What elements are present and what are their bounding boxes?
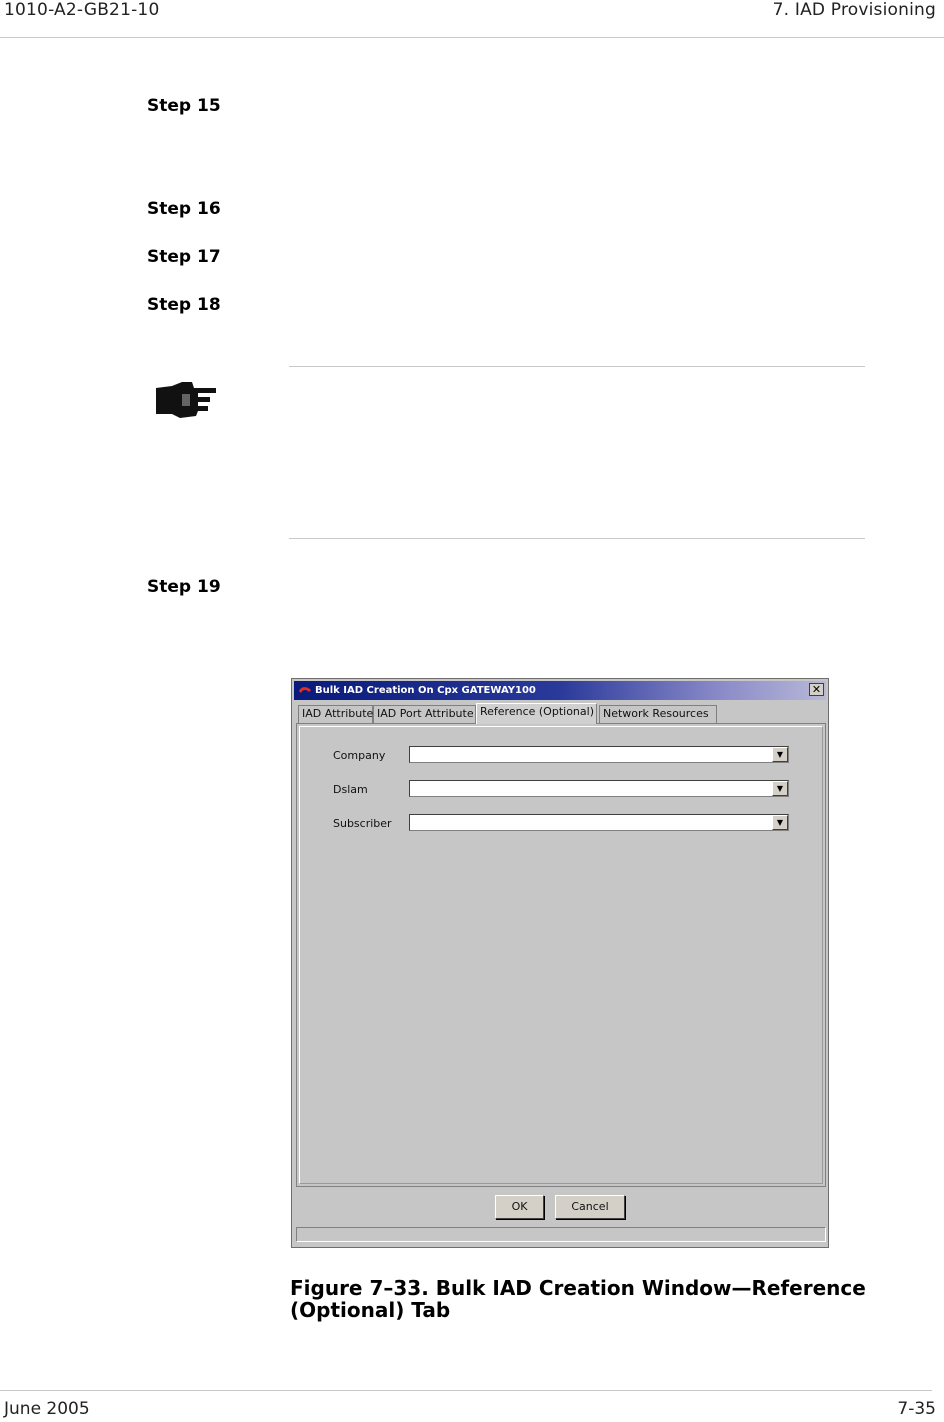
chevron-down-icon: ▼ — [776, 818, 784, 827]
bulk-iad-creation-window — [291, 678, 829, 1248]
step-17-label: Step 17 — [147, 247, 221, 267]
footer-date: June 2005 — [4, 1399, 90, 1419]
document-number: 1010-A2-GB21-10 — [4, 0, 160, 20]
figure-caption-line-2: (Optional) Tab — [290, 1298, 451, 1322]
chapter-title: 7. IAD Provisioning — [772, 0, 936, 20]
figure-caption-line-1: Figure 7–33. Bulk IAD Creation Window—Reference — [290, 1276, 866, 1300]
close-icon: ✕ — [811, 683, 822, 696]
pointing-hand-icon — [152, 380, 218, 420]
company-combobox[interactable] — [409, 746, 789, 763]
cancel-button[interactable]: Cancel — [555, 1195, 625, 1219]
company-label: Company — [333, 749, 386, 762]
dslam-label: Dslam — [333, 783, 368, 796]
reference-panel — [296, 723, 826, 1187]
note-bottom-rule — [289, 538, 865, 539]
footer-divider — [0, 1390, 932, 1391]
company-dropdown-button[interactable] — [772, 747, 788, 762]
dslam-dropdown-button[interactable] — [772, 781, 788, 796]
tab-iad-attribute[interactable]: IAD Attribute — [298, 705, 373, 723]
note-top-rule — [289, 366, 865, 367]
step-19-label: Step 19 — [147, 577, 221, 597]
ok-button[interactable]: OK — [495, 1195, 544, 1219]
step-18-label: Step 18 — [147, 295, 221, 315]
chevron-down-icon: ▼ — [776, 750, 784, 759]
page-number: 7-35 — [897, 1399, 936, 1419]
figure-caption — [290, 1277, 910, 1321]
tab-reference-optional[interactable]: Reference (Optional) — [476, 703, 597, 724]
window-title: Bulk IAD Creation On Cpx GATEWAY100 — [315, 685, 536, 696]
status-bar — [296, 1227, 826, 1242]
app-icon — [298, 685, 312, 695]
window-titlebar[interactable] — [294, 681, 826, 700]
subscriber-label: Subscriber — [333, 817, 392, 830]
dslam-combobox[interactable] — [409, 780, 789, 797]
header-divider — [0, 37, 944, 38]
close-button[interactable] — [809, 683, 824, 696]
tab-iad-port-attribute[interactable]: IAD Port Attribute — [373, 705, 476, 723]
step-16-label: Step 16 — [147, 199, 221, 219]
subscriber-dropdown-button[interactable] — [772, 815, 788, 830]
subscriber-combobox[interactable] — [409, 814, 789, 831]
chevron-down-icon: ▼ — [776, 784, 784, 793]
step-15-label: Step 15 — [147, 96, 221, 116]
tab-network-resources[interactable]: Network Resources — [599, 705, 717, 723]
